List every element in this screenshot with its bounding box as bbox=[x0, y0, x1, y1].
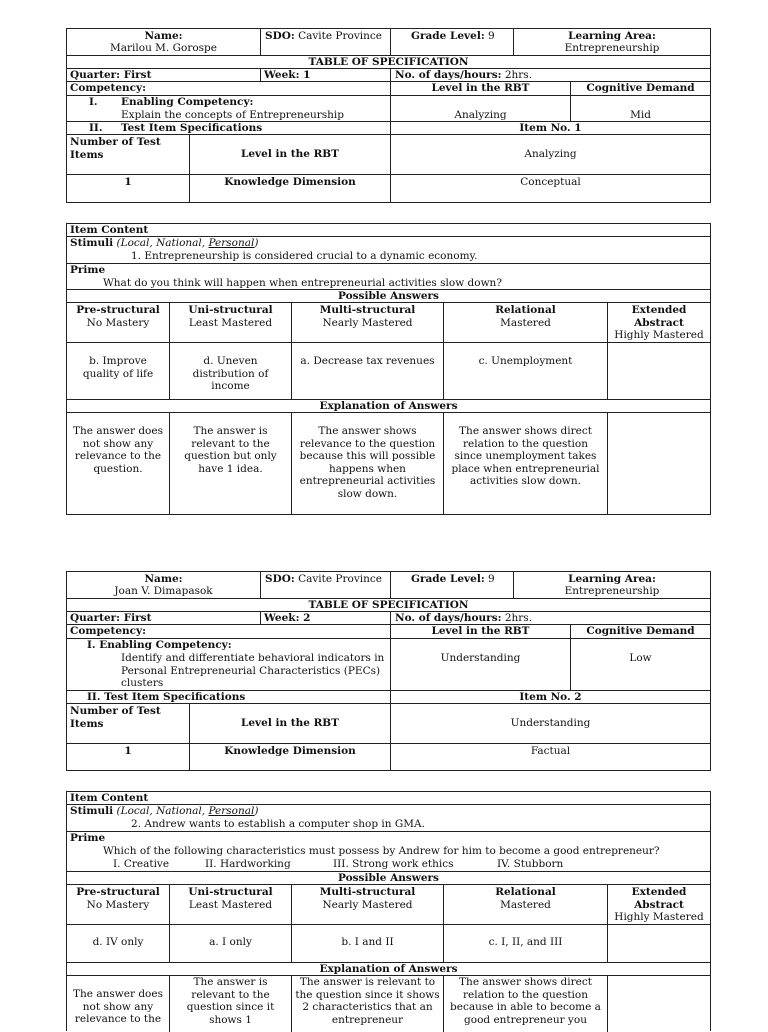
sdo-cell bbox=[261, 29, 391, 56]
level-header bbox=[170, 303, 292, 343]
stimuli-text: 2. Andrew wants to establish a computer shop in GMA. bbox=[131, 818, 425, 830]
answer-cell: a. I only bbox=[170, 925, 292, 963]
level-title: Pre-structural bbox=[76, 886, 160, 898]
explanation-cell: The answer is relevant to the question since it shows 1 bbox=[170, 976, 292, 1032]
rbt-value bbox=[391, 639, 571, 691]
answer-cell bbox=[608, 925, 710, 963]
stimuli-personal: Personal bbox=[208, 805, 255, 817]
spec-text: Test Item Specifications bbox=[121, 122, 263, 134]
level-title: Multi-structural bbox=[319, 886, 416, 898]
option-item: IV. Stubborn bbox=[497, 858, 564, 870]
explanation-cell: The answer does not show any relevance to the bbox=[67, 976, 170, 1032]
enabling-competency bbox=[67, 96, 391, 122]
tos-title: TABLE OF SPECIFICATION bbox=[67, 599, 710, 612]
spec-label: II. Test Item Specifications bbox=[67, 691, 391, 704]
answer-cell: c. I, II, and III bbox=[444, 925, 608, 963]
spec-num: II. bbox=[89, 122, 103, 134]
stimuli-row bbox=[67, 805, 710, 832]
tos-title: TABLE OF SPECIFICATION bbox=[67, 56, 710, 69]
explanation-cell: The answer is relevant to the question since it shows 2 characteristics that an entrepreneur bbox=[292, 976, 444, 1032]
name-label: Name: bbox=[144, 29, 183, 42]
sdo-label: SDO: bbox=[265, 30, 295, 42]
grade-value: 9 bbox=[488, 573, 495, 585]
item-content-table-2 bbox=[66, 791, 711, 1031]
explanation-cell bbox=[608, 413, 710, 514]
area-cell bbox=[514, 572, 710, 599]
area-label: Learning Area: bbox=[568, 572, 656, 585]
stimuli-label: Stimuli bbox=[70, 805, 114, 817]
stimuli-open: (Local, National, bbox=[116, 805, 209, 817]
name-value: Joan V. Dimapasok bbox=[114, 585, 213, 597]
stimuli-text: 1. Entrepreneurship is considered crucial to a dynamic economy. bbox=[131, 250, 478, 262]
answer-cell: a. Decrease tax revenues bbox=[292, 343, 444, 400]
option-item: II. Hardworking bbox=[205, 858, 291, 870]
answer-cell: d. Uneven distribution of income bbox=[170, 343, 292, 400]
knowledge-label: Knowledge Dimension bbox=[190, 175, 391, 202]
knowledge-value: Factual bbox=[530, 745, 571, 757]
level-sub: Mastered bbox=[500, 898, 551, 911]
enabling-text: Identify and differentiate behavioral indicators in Personal Entrepreneurial Characteristics (PECs) clusters bbox=[121, 652, 385, 689]
area-value: Entrepreneurship bbox=[564, 42, 660, 54]
level-header bbox=[292, 885, 444, 925]
tos-table-2 bbox=[66, 571, 711, 771]
prime-label: Prime bbox=[70, 832, 106, 844]
enabling-label: I. Enabling Competency: bbox=[87, 639, 232, 651]
prime-row bbox=[67, 832, 710, 872]
rbt-value bbox=[391, 96, 571, 122]
area-value: Entrepreneurship bbox=[564, 585, 660, 597]
sdo-value: Cavite Province bbox=[298, 30, 382, 42]
level-sub: Nearly Mastered bbox=[322, 316, 413, 329]
level-sub: No Mastery bbox=[86, 316, 150, 329]
sdo-label: SDO: bbox=[265, 573, 295, 585]
explanation-cell: The answer is relevant to the question but only have 1 idea. bbox=[170, 413, 292, 514]
level-title: Relational bbox=[495, 886, 556, 898]
answer-cell: b. I and II bbox=[292, 925, 444, 963]
cognitive-value-text: Low bbox=[629, 652, 652, 664]
level-title: Uni-structural bbox=[188, 886, 273, 898]
num-items-label: Number of Test Items bbox=[67, 135, 190, 175]
cognitive-value-text: Mid bbox=[630, 109, 651, 121]
item-number: Item No. 2 bbox=[391, 691, 710, 704]
quarter-cell: Quarter: First bbox=[67, 612, 261, 625]
spec-label bbox=[67, 122, 391, 135]
days-cell bbox=[391, 69, 710, 82]
answer-cell: d. IV only bbox=[67, 925, 170, 963]
grade-label: Grade Level: bbox=[411, 573, 485, 585]
grade-cell bbox=[391, 29, 514, 56]
grade-label: Grade Level: bbox=[411, 30, 485, 42]
week-cell: Week: 1 bbox=[261, 69, 391, 82]
level-rbt-label: Level in the RBT bbox=[190, 135, 391, 175]
explanation-cell: The answer shows direct relation to the question since unemployment takes place when entrepreneurial activities slow down. bbox=[444, 413, 608, 514]
week-cell: Week: 2 bbox=[261, 612, 391, 625]
prime-text: What do you think will happen when entrepreneurial activities slow down? bbox=[103, 277, 502, 289]
answer-cell: b. Improve quality of life bbox=[67, 343, 170, 400]
stimuli-row bbox=[67, 237, 710, 264]
grade-value: 9 bbox=[488, 30, 495, 42]
rbt-value-text: Analyzing bbox=[454, 109, 507, 121]
level-title: Relational bbox=[495, 304, 556, 316]
enabling-text: Explain the concepts of Entrepreneurship bbox=[121, 109, 345, 121]
area-cell bbox=[514, 29, 710, 56]
answer-cell bbox=[608, 343, 710, 400]
num-items-value: 1 bbox=[67, 744, 190, 770]
stimuli-close: ) bbox=[254, 805, 259, 817]
enabling-competency bbox=[67, 639, 391, 691]
level-sub: Highly Mastered bbox=[614, 329, 704, 341]
sdo-value: Cavite Province bbox=[298, 573, 382, 585]
level-title: Multi-structural bbox=[319, 304, 416, 316]
grade-cell bbox=[391, 572, 514, 599]
stimuli-open: (Local, National, bbox=[116, 237, 209, 249]
days-value: 2hrs. bbox=[504, 69, 533, 81]
days-label: No. of days/hours: bbox=[395, 612, 502, 624]
item-number: Item No. 1 bbox=[391, 122, 710, 135]
level-sub: Least Mastered bbox=[188, 316, 273, 329]
knowledge-label: Knowledge Dimension bbox=[190, 744, 391, 770]
competency-label: Competency: bbox=[67, 82, 391, 96]
level-sub: Nearly Mastered bbox=[322, 898, 413, 911]
level-sub: Least Mastered bbox=[188, 898, 273, 911]
cognitive-value bbox=[571, 639, 710, 691]
level-header bbox=[67, 303, 170, 343]
level-sub: Mastered bbox=[500, 316, 551, 329]
level-rbt-label: Level in the RBT bbox=[190, 704, 391, 744]
level-title: Pre-structural bbox=[76, 304, 160, 316]
name-cell bbox=[67, 29, 261, 56]
level-title: Extended Abstract bbox=[631, 886, 687, 911]
num-items-value: 1 bbox=[67, 175, 190, 202]
prime-text: Which of the following characteristics must possess by Andrew for him to become a good entrepreneur? bbox=[103, 845, 660, 857]
level-header bbox=[444, 885, 608, 925]
quarter-cell: Quarter: First bbox=[67, 69, 261, 82]
competency-label: Competency: bbox=[67, 625, 391, 639]
explanation-cell: The answer shows relevance to the question because this will possible happens when entrepreneurial activities slow down. bbox=[292, 413, 444, 514]
sdo-cell bbox=[261, 572, 391, 599]
stimuli-close: ) bbox=[254, 237, 259, 249]
cognitive-value bbox=[571, 96, 710, 122]
area-label: Learning Area: bbox=[568, 29, 656, 42]
answer-cell: c. Unemployment bbox=[444, 343, 608, 400]
num-items-label: Number of Test Items bbox=[67, 704, 190, 744]
tos-table-1 bbox=[66, 28, 711, 203]
level-header bbox=[608, 885, 710, 925]
name-cell bbox=[67, 572, 261, 599]
item-content-label: Item Content bbox=[67, 792, 710, 805]
enabling-num: I. bbox=[89, 96, 98, 108]
prime-row bbox=[67, 264, 710, 290]
rbt-header: Level in the RBT bbox=[391, 82, 571, 96]
explanation-cell: The answer shows direct relation to the question because in able to become a good entrepreneur you bbox=[444, 976, 608, 1032]
option-item: III. Strong work ethics bbox=[333, 858, 454, 870]
days-cell bbox=[391, 612, 710, 625]
level-title: Uni-structural bbox=[188, 304, 273, 316]
level-header bbox=[292, 303, 444, 343]
level-header bbox=[444, 303, 608, 343]
level-header bbox=[67, 885, 170, 925]
possible-answers-label: Possible Answers bbox=[67, 290, 710, 303]
level-header bbox=[608, 303, 710, 343]
days-label: No. of days/hours: bbox=[395, 69, 502, 81]
level-rbt-value: Understanding bbox=[391, 704, 710, 744]
cognitive-header: Cognitive Demand bbox=[571, 625, 710, 639]
explanation-label: Explanation of Answers bbox=[67, 400, 710, 413]
level-rbt-value: Analyzing bbox=[391, 135, 710, 175]
stimuli-label: Stimuli bbox=[70, 237, 114, 249]
name-label: Name: bbox=[144, 572, 183, 585]
level-header bbox=[170, 885, 292, 925]
rbt-header: Level in the RBT bbox=[391, 625, 571, 639]
item-content-label: Item Content bbox=[67, 224, 710, 237]
enabling-label: Enabling Competency: bbox=[121, 96, 254, 108]
level-sub: No Mastery bbox=[86, 898, 150, 911]
rbt-value-text: Understanding bbox=[440, 652, 521, 664]
item-content-table-1 bbox=[66, 223, 711, 515]
explanation-label: Explanation of Answers bbox=[67, 963, 710, 976]
knowledge-value: Conceptual bbox=[520, 176, 581, 188]
prime-label: Prime bbox=[70, 264, 106, 276]
name-value: Marilou M. Gorospe bbox=[110, 42, 217, 54]
option-item: I. Creative bbox=[113, 858, 170, 870]
explanation-cell: The answer does not show any relevance to the question. bbox=[67, 413, 170, 514]
level-sub: Highly Mastered bbox=[614, 911, 704, 923]
days-value: 2hrs. bbox=[504, 612, 533, 624]
level-title: Extended Abstract bbox=[631, 304, 687, 329]
stimuli-personal: Personal bbox=[208, 237, 255, 249]
possible-answers-label: Possible Answers bbox=[67, 872, 710, 885]
cognitive-header: Cognitive Demand bbox=[571, 82, 710, 96]
